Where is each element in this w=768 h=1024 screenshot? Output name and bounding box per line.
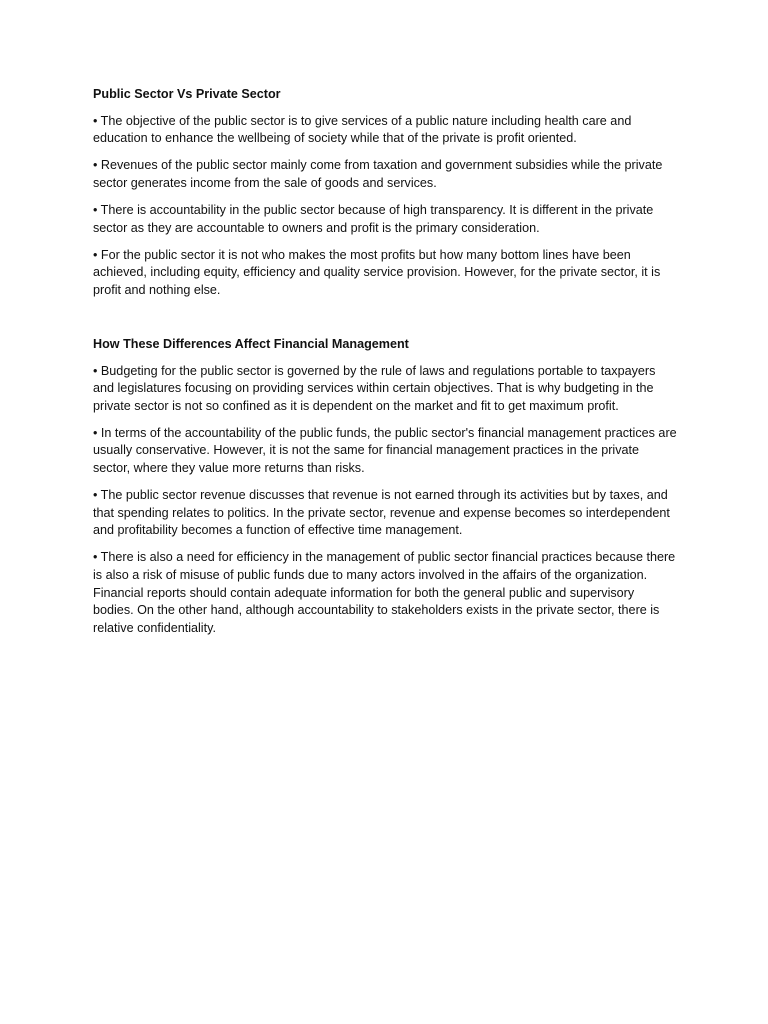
paragraph: • The public sector revenue discusses that revenue is not earned through its activities but by taxes, and that spending relates to politics. In the private sector, revenue and expense becomes so interdependent and profitability becomes a function of effective time management. (93, 488, 670, 538)
section-financial-management (93, 336, 677, 637)
paragraph: • The objective of the public sector is to give services of a public nature including health care and education to enhance the wellbeing of society while that of the private is profit oriented. (93, 113, 632, 146)
paragraph: • Budgeting for the public sector is governed by the rule of laws and regulations portable to taxpayers and legislatures focusing on providing services within certain objectives. That is why budgeting in the private sector is not so confined as it is dependent on the market and fit to get maximum profit. (93, 363, 656, 413)
paragraph: • There is accountability in the public sector because of high transparency. It is different in the private sector as they are accountable to owners and profit is the primary consideration. (93, 202, 654, 235)
paragraph: • For the public sector it is not who makes the most profits but how many bottom lines have been achieved, including equity, efficiency and quality service provision. However, for the private sector, it is profit and nothing else. (93, 247, 661, 297)
section-public-vs-private (93, 86, 677, 299)
paragraph: • There is also a need for efficiency in the management of public sector financial practices because there is also a risk of misuse of public funds due to many actors involved in the affairs of the organization. Financial reports should contain adequate information for both the general public and supervisory bodies. On the other hand, although accountability to stakeholders exists in the private sector, there is relative confidentiality. (93, 550, 676, 635)
document-body (93, 86, 677, 647)
section-title: How These Differences Affect Financial Management (93, 336, 409, 351)
section-title: Public Sector Vs Private Sector (93, 87, 281, 101)
section-spacer (93, 309, 677, 336)
paragraph: • In terms of the accountability of the public funds, the public sector's financial management practices are usually conservative. However, it is not the same for financial management practices in the private sector, where they value more returns than risks. (93, 425, 677, 475)
paragraph: • Revenues of the public sector mainly come from taxation and government subsidies while the private sector generates income from the sale of goods and services. (93, 158, 663, 190)
